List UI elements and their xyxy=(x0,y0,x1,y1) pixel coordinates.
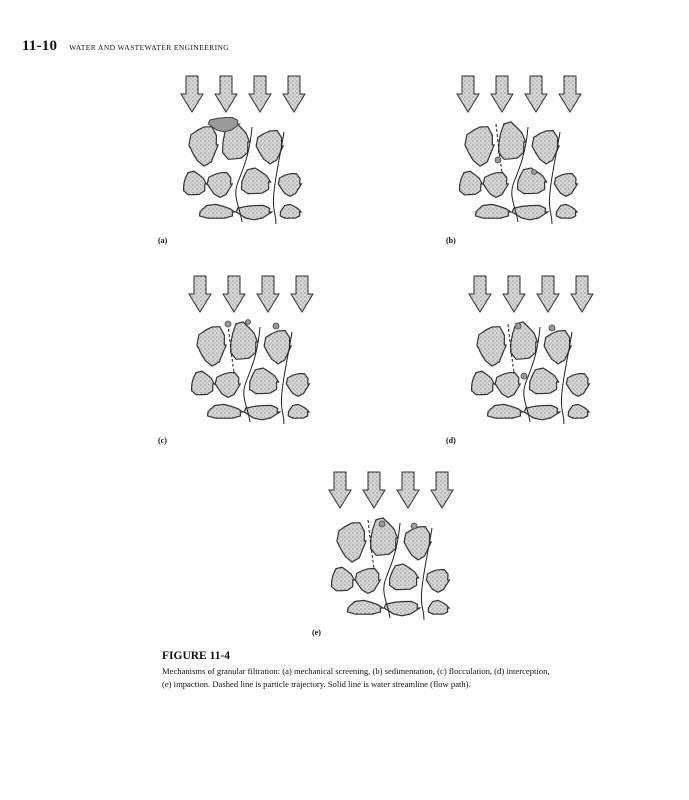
filter-grain xyxy=(488,404,523,418)
suspended-particle xyxy=(246,320,251,325)
flow-arrow xyxy=(257,276,279,312)
filter-grain xyxy=(208,404,243,418)
flow-arrow xyxy=(215,76,237,112)
panel-label-e: (e) xyxy=(312,628,321,637)
suspended-particle xyxy=(495,157,501,163)
filter-grain xyxy=(428,600,449,614)
figure-panel-e xyxy=(328,468,478,628)
filter-grain xyxy=(483,173,508,198)
flow-arrow xyxy=(469,276,491,312)
flow-arrow xyxy=(397,472,419,508)
filter-grain xyxy=(568,404,589,418)
flow-arrow xyxy=(329,472,351,508)
panel-label-b: (b) xyxy=(446,236,456,245)
flow-arrow xyxy=(189,276,211,312)
suspended-particle xyxy=(549,325,555,331)
filter-grain xyxy=(280,204,301,218)
filter-grain xyxy=(242,168,271,194)
figure-panel-a xyxy=(180,72,330,232)
filter-grain xyxy=(250,368,279,394)
filter-grain xyxy=(390,564,419,590)
suspended-particle xyxy=(521,373,527,379)
panel-label-d: (d) xyxy=(446,436,456,445)
filter-grain xyxy=(426,570,449,593)
flow-arrow xyxy=(525,76,547,112)
suspended-particle xyxy=(225,321,231,327)
suspended-particle xyxy=(273,323,279,329)
flow-arrow xyxy=(503,276,525,312)
flow-arrow xyxy=(181,76,203,112)
panel-label-c: (c) xyxy=(158,436,167,445)
filter-grain xyxy=(348,600,383,614)
filter-grain xyxy=(355,569,380,594)
filter-grain xyxy=(231,322,258,359)
flow-arrow xyxy=(457,76,479,112)
suspended-particle xyxy=(515,323,521,329)
filter-grain xyxy=(207,173,232,198)
filter-grain xyxy=(477,327,506,366)
filter-grain xyxy=(192,371,215,395)
flow-arrow xyxy=(537,276,559,312)
filter-grain xyxy=(278,174,301,197)
filter-grain xyxy=(288,404,309,418)
flow-arrow xyxy=(249,76,271,112)
figure-panel-c xyxy=(188,272,338,432)
filter-grain xyxy=(499,122,526,159)
filtration-diagram xyxy=(328,468,478,628)
filter-grain xyxy=(200,204,235,218)
filter-grain xyxy=(530,368,559,394)
page-number: 11-10 xyxy=(22,38,58,54)
filtration-diagram xyxy=(188,272,338,432)
filter-grain xyxy=(337,523,366,562)
filter-grain xyxy=(189,127,218,166)
flow-arrow xyxy=(223,276,245,312)
filter-grain xyxy=(197,327,226,366)
filter-grain xyxy=(472,371,495,395)
filter-grain xyxy=(476,204,511,218)
suspended-particle xyxy=(411,523,417,529)
filter-grain xyxy=(511,322,538,359)
suspended-particle xyxy=(379,521,385,527)
filter-grain xyxy=(460,171,483,195)
figure-panel-b xyxy=(456,72,606,232)
filter-grain xyxy=(332,567,355,591)
flow-arrow xyxy=(491,76,513,112)
flow-arrow xyxy=(283,76,305,112)
filter-grain xyxy=(556,204,577,218)
flow-arrow xyxy=(559,76,581,112)
figure-caption-text xyxy=(162,665,602,690)
page-header xyxy=(22,38,229,55)
suspended-particle xyxy=(532,170,537,175)
caption-line-2: (e) impaction. Dashed line is particle trajectory. Solid line is water streamline (flow path). xyxy=(162,678,471,689)
filtration-diagram xyxy=(180,72,330,232)
filter-grain xyxy=(215,373,240,398)
figure-panel-d xyxy=(468,272,618,432)
filtration-diagram xyxy=(468,272,618,432)
filtration-diagram xyxy=(456,72,606,232)
flow-arrow xyxy=(571,276,593,312)
panel-label-a: (a) xyxy=(158,236,168,245)
filter-grain xyxy=(566,374,589,397)
filter-grain xyxy=(286,374,309,397)
running-head: WATER AND WASTEWATER ENGINEERING xyxy=(69,43,230,52)
flow-arrow xyxy=(291,276,313,312)
figure-caption-title: FIGURE 11-4 xyxy=(162,650,231,662)
filter-grain xyxy=(465,127,494,166)
flow-arrow xyxy=(431,472,453,508)
filter-grain xyxy=(554,174,577,197)
caption-line-1: Mechanisms of granular filtration: (a) mechanical screening, (b) sedimentation, (c) flocculation, (d) interception, xyxy=(162,666,550,676)
filter-grain xyxy=(495,373,520,398)
flow-arrow xyxy=(363,472,385,508)
filter-grain xyxy=(184,171,207,195)
